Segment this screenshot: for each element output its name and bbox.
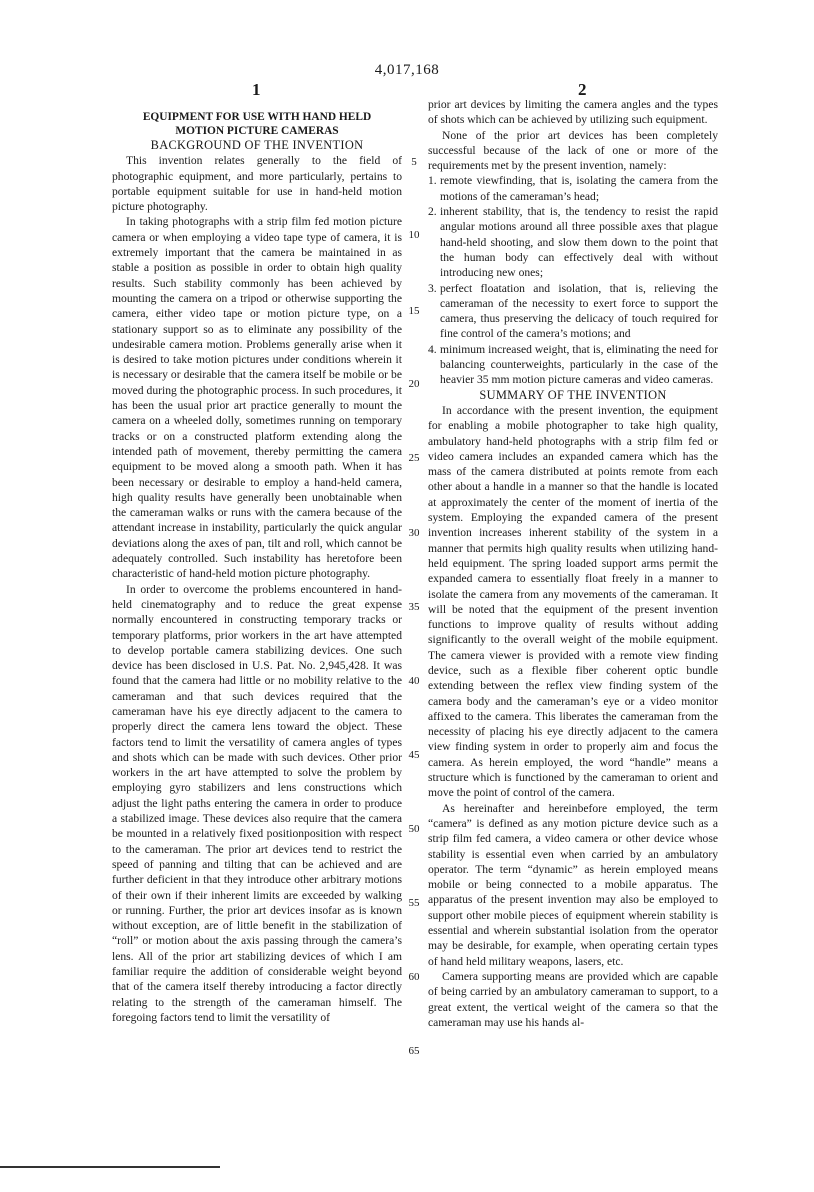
column-number-right: 2	[578, 80, 587, 99]
line-number: 50	[408, 823, 420, 835]
line-number: 25	[408, 452, 420, 464]
paragraph: In accordance with the present invention, the equipment for enabling a mobile photographer to take high quality, ambulatory hand-held photographs with a strip film fed or video camera includes an expanded camera which has the mass of the camera distributed at points remote from each other about a handle in a manner so that the handle is located at approximately the center of the moment of inertia of the system. Employing the expanded camera of the present invention increases inherent stability of the system in a manner that permits high quality results when utilizing hand-held equipment. The spring loaded support arms permit the expanded camera to essentially float freely in a manner to isolate the camera from any movements of the cameraman. It will be noted that the equipment of the present invention functions to improve quality of results without adding significantly to the overall weight of the mobile equipment. The camera viewer is provided with a remote view finding device, such as a flexible fiber coherent optic bundle extending between the reflex view finding system of the camera body and the cameraman’s eye or a video monitor affixed to the camera. This liberates the cameraman from the necessity of placing his eye directly adjacent to the camera view finding system in order to properly aim and focus the camera. As herein employed, the word “handle” means a structure which is functioned by the cameraman to orient and move the point of control of the camera.	[428, 403, 718, 800]
paragraph: As hereinafter and hereinbefore employed, the term “camera” is defined as any motion picture device such as a strip film fed camera, a video camera or other device whose stability is essential even when carried by an ambulatory operator. The term “dynamic” as herein employed means mobile or being connected to a mobile apparatus. The apparatus of the present invention may also be employed to support other mobile pieces of equipment wherein stability is essential and wherein substantial isolation from the operator may be desirable, for example, when operating certain types of hand held military weapons, lasers, etc.	[428, 801, 718, 968]
line-number: 35	[408, 601, 420, 613]
title-line-2: MOTION PICTURE CAMERAS	[175, 125, 339, 137]
line-number: 40	[408, 675, 420, 687]
summary-heading: SUMMARY OF THE INVENTION	[479, 387, 667, 402]
line-number: 20	[408, 378, 420, 390]
line-number: 15	[408, 305, 420, 317]
line-number: 65	[408, 1045, 420, 1057]
paragraph: This invention relates generally to the field of photographic equipment, and more particularly, pertains to portable equipment suitable for use in hand-held motion picture photography.	[112, 154, 402, 214]
footer-rule	[0, 1166, 220, 1168]
column-number-left: 1	[252, 80, 261, 99]
document-title	[112, 110, 402, 138]
line-number: 5	[411, 156, 417, 168]
line-number: 55	[408, 897, 420, 909]
title-line-1: EQUIPMENT FOR USE WITH HAND HELD	[142, 111, 372, 123]
paragraph: prior art devices by limiting the camera angles and the types of shots which can be achieved by utilizing such equipment.	[428, 98, 718, 127]
paragraph: In order to overcome the problems encountered in hand-held cinematography and to reduce the great expense normally encountered in constructing temporary tracks or temporary platforms, prior workers in the art have attempted to develop portable camera stabilizing devices. One such device has been disclosed in U.S. Pat. No. 2,945,428. It was found that the camera had little or no mobility relative to the cameraman and that such devices required that the cameraman have his eye directly adjacent to the camera to properly direct the camera lens toward the object. These factors tend to limit the versatility of camera angles of types and shots which can be made with such devices. Other prior workers in the art have attempted to solve the problem by employing gyro stabilizers and lens constructions which adjust the light paths entering the camera in order to produce a stabilized image. These devices also require that the camera be mounted in a relatively fixed positionposition with respect to the cameraman. The prior art devices tend to restrict the speed of panning and tilting that can be achieved and are further deficient in that they introduce other arbitrary motions of their own if their inherent limits are exceeded by walking or running. Further, the prior art devices insofar as is known without exception, are of little benefit in the stabilization of “roll” or motion about the axis passing through the camera’s lens. All of the prior art stabilizing devices of which I am familiar require the addition of considerable weight beyond that of the camera itself thereby introducing a factor directly relating to the strength of the cameraman himself. The foregoing factors tend to limit the versatility of	[112, 582, 402, 1024]
left-column	[112, 110, 402, 1025]
list-item: 1. remote viewfinding, that is, isolating the camera from the motions of the cameraman’s head;	[428, 174, 718, 203]
line-number: 30	[408, 527, 420, 539]
line-number: 10	[408, 229, 420, 241]
paragraph: In taking photographs with a strip film fed motion picture camera or when employing a video tape type of camera, it is extremely important that the camera be maintained in as stable a position as possible in order to obtain high quality results. Such stability commonly has been achieved by mounting the camera on a tripod or otherwise supporting the camera, either video tape or motion picture type, on a stationary support so as to eliminate any possibility of the undesirable camera motion. Problems generally arise when it is desired to take motion pictures under conditions wherein it is necessary or desirable that the camera itself be mobile or be moved during the photographic process. In such procedures, it has been the usual prior art practice generally to mount the camera on a wheeled dolly, sometimes running on temporary tracks or on a constructed platform extending along the intended path of movement, thereby permitting the camera equipment to be moved along a smooth path. When it has been necessary or desirable to employ a hand-held camera, high quality results have generally been unobtainable when the cameraman walks or runs with the camera because of the attendant increase in instability, particularly the quick angular deviations along the axes of pan, tilt and roll, which cannot be adequately controlled. Such instability has heretofore been characteristic of hand-held motion picture photography.	[112, 215, 402, 581]
list-item: 3. perfect floatation and isolation, that is, relieving the cameraman of the necessity to exert force to support the camera, thus preserving the delicacy of touch required for fine control of the camera’s motions; and	[428, 281, 718, 341]
requirements-list	[428, 173, 718, 387]
paragraph: None of the prior art devices has been completely successful because of the lack of one or more of the requirements met by the present invention, namely:	[428, 128, 718, 173]
line-number: 45	[408, 749, 420, 761]
patent-number: 4,017,168	[374, 62, 440, 78]
line-number: 60	[408, 971, 420, 983]
paragraph: Camera supporting means are provided which are capable of being carried by an ambulatory cameraman to support, to a great extent, the vertical weight of the camera so that the cameraman may use his hands al-	[428, 969, 718, 1029]
background-heading: BACKGROUND OF THE INVENTION	[150, 138, 364, 152]
right-column	[428, 97, 718, 1030]
list-item: 2. inherent stability, that is, the tendency to resist the rapid angular motions around all three possible axes that plague hand-held shooting, and slow them down to the point that the human body can effectively deal with without introducing new ones;	[428, 205, 718, 280]
list-item: 4. minimum increased weight, that is, eliminating the need for balancing counterweights, particularly in the case of the heavier 35 mm motion picture cameras and video cameras.	[428, 342, 718, 387]
